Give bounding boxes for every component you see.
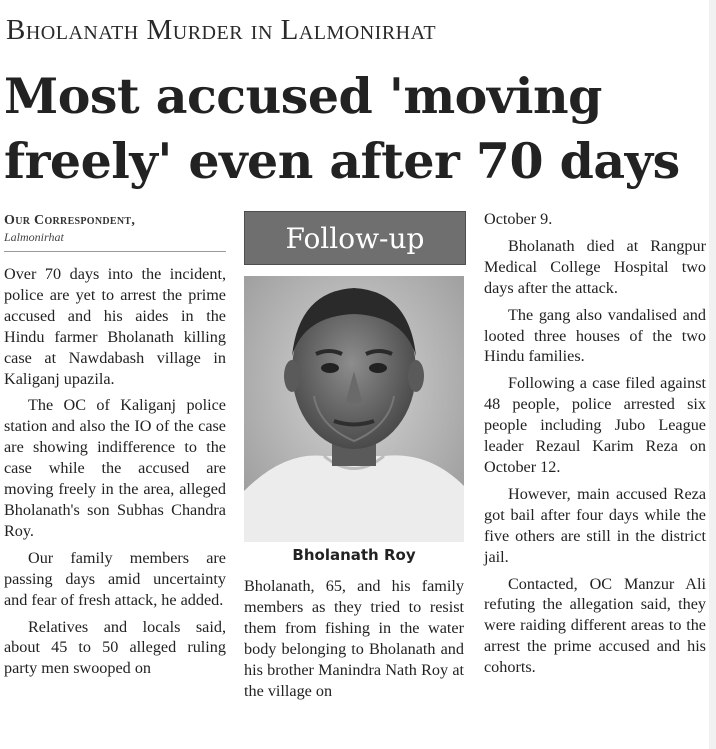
article-kicker: Bholanath Murder in Lalmonirhat: [6, 14, 437, 46]
paragraph: Bholanath died at Rangpur Medical College Hospital two days after the attack.: [484, 236, 706, 297]
paragraph: October 9.: [484, 210, 553, 228]
article-column-1: [4, 264, 226, 685]
byline-place: Lalmonirhat: [4, 230, 64, 244]
paragraph: Following a case filed against 48 people, police arrested six people including Jubo League leader Rezaul Karim Reza on October 12.: [484, 374, 706, 476]
paragraph: Our family members are passing days amid uncertainty and fear of fresh attack, he added.: [4, 548, 226, 609]
portrait-photo: [244, 276, 464, 542]
article-column-2: [244, 576, 464, 707]
photo-caption: Bholanath Roy: [292, 546, 416, 564]
follow-up-label: Follow-up: [285, 221, 425, 255]
paragraph: The OC of Kaliganj police station and also the IO of the case are showing indifference to the case while the accused are moving freely in the area, alleged Bholanath's son Subhas Chandra Roy.: [4, 396, 226, 540]
portrait-illustration: [244, 276, 464, 542]
paragraph: Contacted, OC Manzur Ali refuting the allegation said, they were raiding different areas to the arrest the prime accused and his cohorts.: [484, 574, 706, 677]
article-column-3: [484, 209, 706, 684]
article-headline: Most accused 'moving freely' even after 70 days: [4, 67, 680, 190]
paragraph: Relatives and locals said, about 45 to 50 alleged ruling party men swooped on: [4, 617, 226, 678]
follow-up-badge: [244, 211, 466, 265]
byline-name: Our Correspondent,: [4, 213, 136, 228]
paragraph: The gang also vandalised and looted three houses of the two Hindu families.: [484, 305, 706, 366]
paragraph: Over 70 days into the incident, police are yet to arrest the prime accused and his aides in the Hindu farmer Bholanath killing case at Nawdabash village in Kaliganj upazila.: [4, 265, 226, 388]
paragraph: However, main accused Reza got bail after four days while the five others are still in the district jail.: [484, 484, 706, 566]
paragraph: Bholanath, 65, and his family members as they tried to resist them from fishing in the water body belonging to Bholanath and his brother Manindra Nath Roy at the village on: [244, 577, 464, 700]
byline: [4, 213, 226, 252]
